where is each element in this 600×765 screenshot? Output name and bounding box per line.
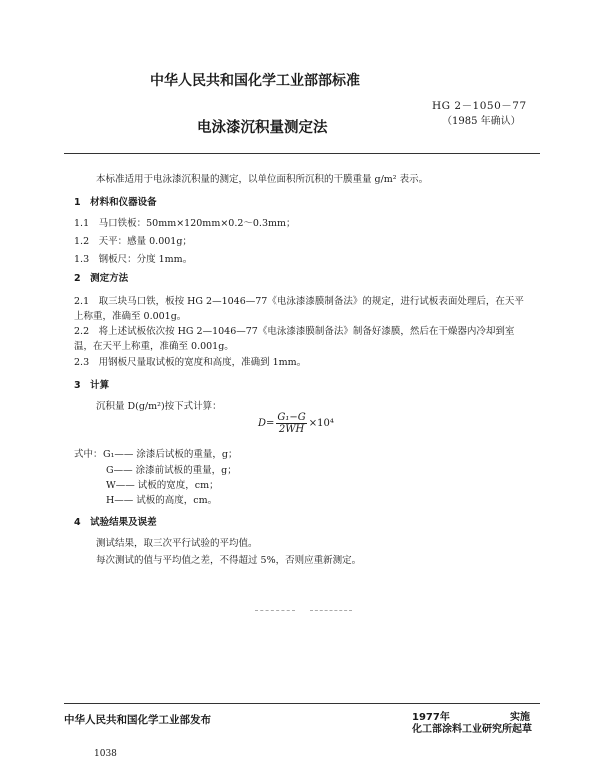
variable-definition: G—— 涂漆前试板的重量，g； xyxy=(106,465,237,476)
section-2-3-line: 2.3 用钢板尺量取试板的宽度和高度，准确到 1mm。 xyxy=(74,357,307,368)
section-1-item: 1.2 天平：感量 0.001g； xyxy=(74,236,192,247)
where-label: 式中： xyxy=(74,449,103,460)
section-2-2-line: 2.2 将上述试板依次按 HG 2—1046—77《电泳漆漆膜制备法》制备好漆膜，然后在干燥器内冷却到室 xyxy=(74,326,515,337)
section-2-heading: 2 测定方法 xyxy=(74,273,129,284)
formula-fraction xyxy=(276,412,306,435)
formula-denominator: 2WH xyxy=(278,424,305,435)
implement-year: 1977年 xyxy=(412,712,450,723)
variable-definition: G₁—— 涂漆后试板的重量，g； xyxy=(103,449,238,460)
document-title: 电泳漆沉积量测定法 xyxy=(197,120,328,136)
section-2-2-line: 温，在天平上称重，准确至 0.001g。 xyxy=(74,341,234,352)
variable-definition: H—— 试板的高度，cm。 xyxy=(106,495,218,506)
section-1-item: 1.1 马口铁板：50mm×120mm×0.2～0.3mm； xyxy=(74,218,296,229)
section-2-1-line: 上称重，准确至 0.001g。 xyxy=(74,311,187,322)
formula-lhs: D= xyxy=(258,418,275,429)
end-mark-dash xyxy=(255,610,295,611)
page-number: 1038 xyxy=(94,749,117,759)
section-4-line: 测试结果，取三次平行试验的平均值。 xyxy=(96,538,258,549)
formula-numerator: G₁−G xyxy=(277,412,306,423)
footer-rule xyxy=(64,703,540,704)
end-mark-dash xyxy=(310,610,352,611)
section-2-1-line: 2.1 取三块马口铁，板按 HG 2—1046—77《电泳漆漆膜制备法》的规定，进行试板表面处理后，在天平 xyxy=(74,296,524,307)
section-3-heading: 3 计算 xyxy=(74,380,110,391)
header-rule xyxy=(64,153,540,154)
implement-label: 实施 xyxy=(510,712,530,723)
section-1-heading: 1 材料和仪器设备 xyxy=(74,197,157,208)
section-4-line: 每次测试的值与平均值之差，不得超过 5%，否则应重新测定。 xyxy=(96,555,362,566)
formula-multiplier: ×10⁴ xyxy=(308,418,334,429)
intro-paragraph: 本标准适用于电泳漆沉积量的测定，以单位面积所沉积的干膜重量 g/m² 表示。 xyxy=(96,174,429,185)
issuer: 中华人民共和国化学工业部发布 xyxy=(64,714,211,726)
calculation-lead: 沉积量 D(g/m²)按下式计算： xyxy=(96,401,222,412)
variable-definition: W—— 试板的宽度，cm； xyxy=(106,480,219,491)
confirmed-year: （1985 年确认） xyxy=(442,116,521,127)
section-1-item: 1.3 钢板尺：分度 1mm。 xyxy=(74,254,193,265)
standard-body: 中华人民共和国化学工业部部标准 xyxy=(150,73,360,89)
standard-code: HG 2－1050－77 xyxy=(432,100,527,112)
deposition-formula xyxy=(258,412,334,435)
section-4-heading: 4 试验结果及误差 xyxy=(74,517,157,528)
drafting-organization: 化工部涂料工业研究所起草 xyxy=(412,724,532,735)
